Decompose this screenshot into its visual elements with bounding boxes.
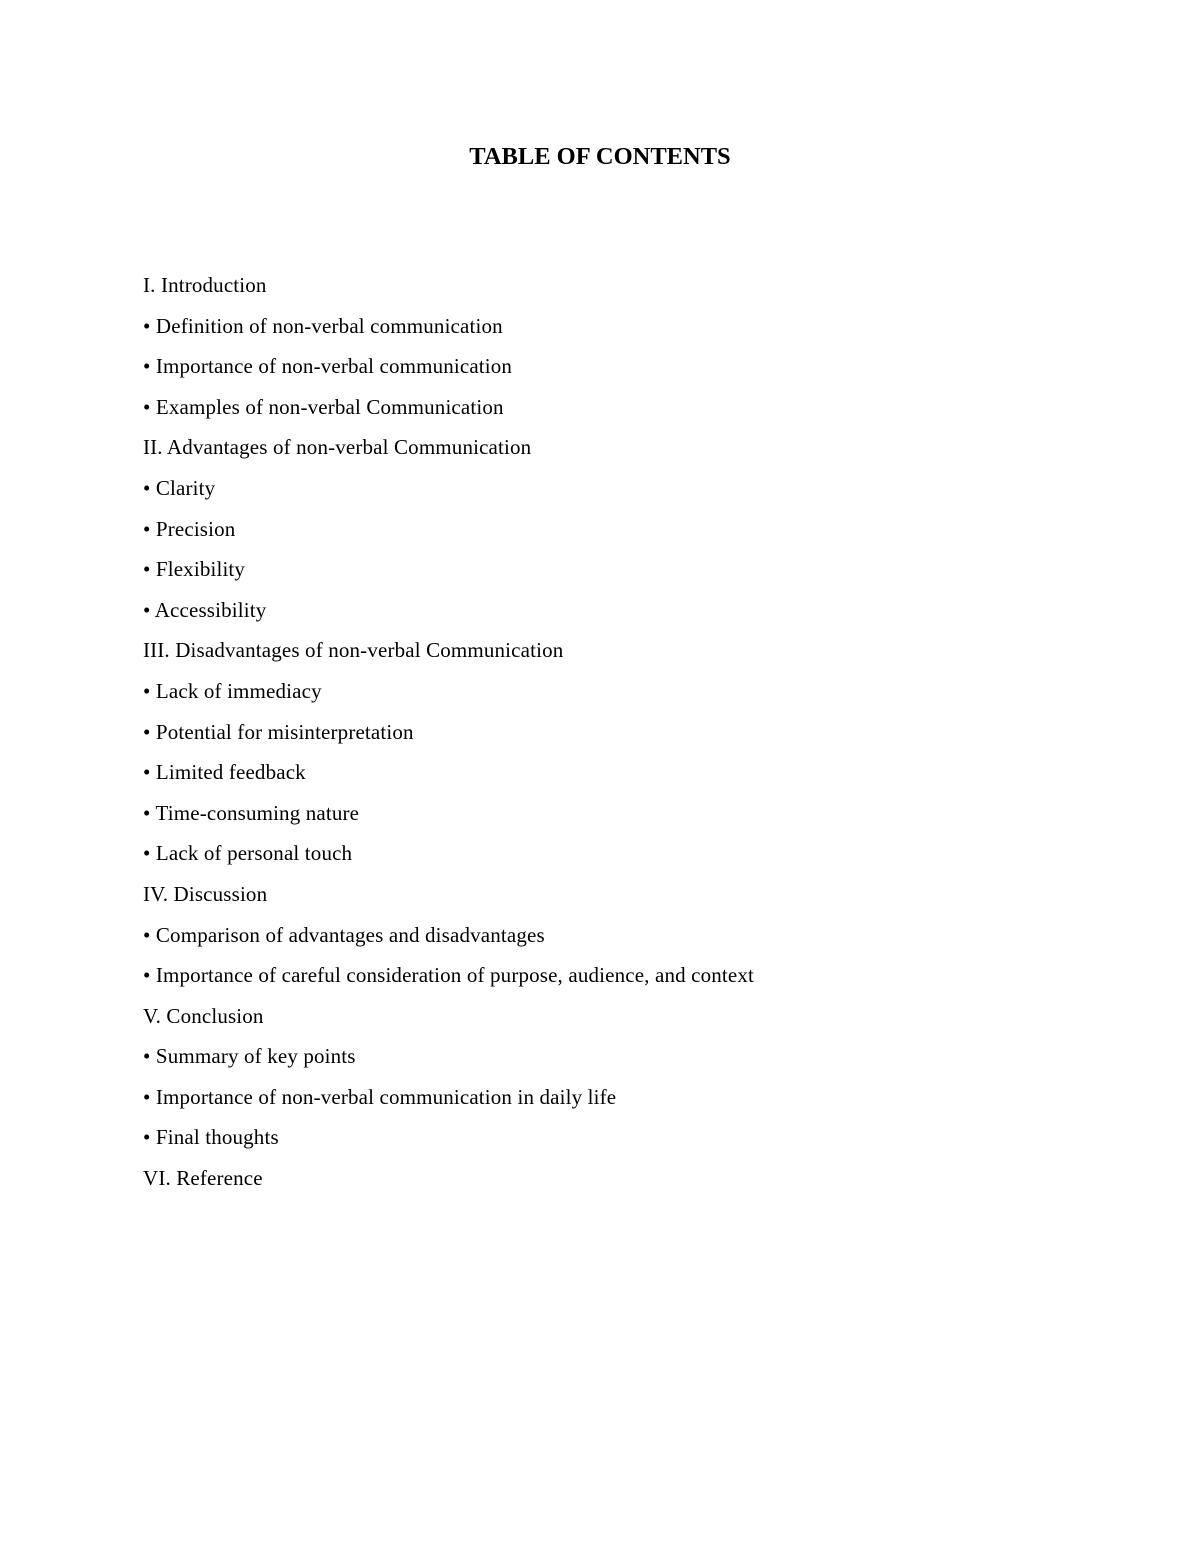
toc-subitem: • Lack of personal touch bbox=[143, 841, 353, 866]
toc-subitem: • Summary of key points bbox=[143, 1044, 356, 1069]
toc-subitem: • Potential for misinterpretation bbox=[143, 719, 414, 744]
table-of-contents bbox=[143, 265, 754, 1199]
toc-section: V. Conclusion bbox=[143, 1003, 264, 1028]
toc-subitem: • Precision bbox=[143, 516, 236, 541]
toc-subitem: • Importance of non-verbal communication bbox=[143, 354, 513, 379]
toc-subitem: • Accessibility bbox=[143, 597, 267, 622]
toc-section: VI. Reference bbox=[143, 1166, 263, 1191]
toc-section: I. Introduction bbox=[143, 273, 267, 297]
toc-subitem: • Flexibility bbox=[143, 557, 246, 582]
toc-subitem: • Comparison of advantages and disadvantages bbox=[143, 922, 545, 947]
toc-subitem: • Final thoughts bbox=[143, 1125, 279, 1150]
toc-subitem: • Examples of non-verbal Communication bbox=[143, 394, 504, 419]
toc-subitem: • Lack of immediacy bbox=[143, 678, 322, 703]
toc-subitem: • Clarity bbox=[143, 475, 216, 500]
toc-subitem: • Importance of careful consideration of purpose, audience, and context bbox=[143, 963, 755, 988]
toc-subitem: • Time-consuming nature bbox=[143, 800, 360, 825]
toc-section: III. Disadvantages of non-verbal Communication bbox=[143, 638, 564, 663]
toc-section: II. Advantages of non-verbal Communication bbox=[143, 435, 532, 460]
page-title: TABLE OF CONTENTS bbox=[469, 143, 731, 170]
toc-section: IV. Discussion bbox=[143, 881, 268, 906]
toc-subitem: • Definition of non-verbal communication bbox=[143, 313, 503, 338]
toc-subitem: • Importance of non-verbal communication in daily life bbox=[143, 1084, 617, 1109]
toc-subitem: • Limited feedback bbox=[143, 760, 306, 785]
